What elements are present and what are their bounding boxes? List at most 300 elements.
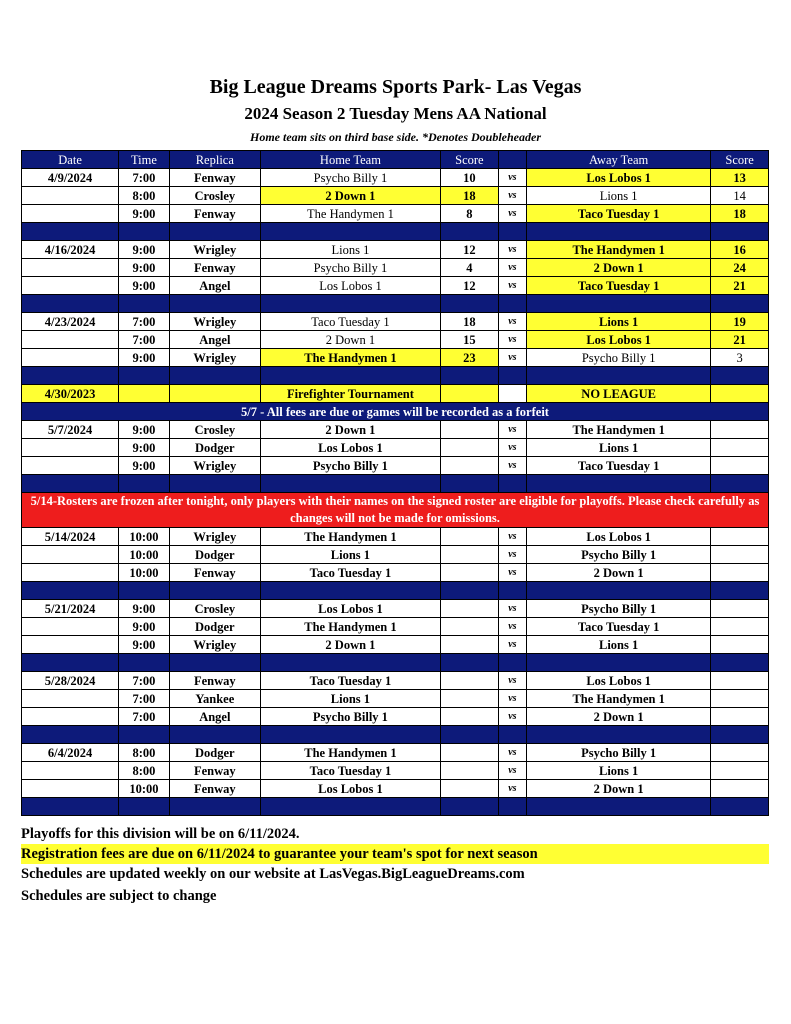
home-team-cell: Los Lobos 1 <box>260 439 440 457</box>
separator-cell <box>527 582 711 600</box>
game-row <box>22 331 769 349</box>
playoffs-note: Playoffs for this division will be on 6/11/2024. <box>21 826 300 842</box>
separator-cell <box>169 475 260 493</box>
vs-cell: vs <box>498 672 526 690</box>
replica-cell: Fenway <box>169 564 260 582</box>
away-score-cell <box>711 744 769 762</box>
home-score-cell <box>441 762 499 780</box>
vs-cell: vs <box>498 528 526 546</box>
away-team-cell: 2 Down 1 <box>527 259 711 277</box>
separator-cell <box>498 654 526 672</box>
away-team-cell: Taco Tuesday 1 <box>527 277 711 295</box>
page-title: Big League Dreams Sports Park- Las Vegas <box>209 76 582 98</box>
home-team-cell: Taco Tuesday 1 <box>260 313 440 331</box>
game-row <box>22 744 769 762</box>
away-score-cell <box>711 528 769 546</box>
game-row <box>22 241 769 259</box>
time-cell: 9:00 <box>119 277 170 295</box>
separator-cell <box>711 475 769 493</box>
game-row <box>22 546 769 564</box>
home-team-cell: 2 Down 1 <box>260 331 440 349</box>
home-score-cell <box>441 564 499 582</box>
separator-cell <box>441 295 499 313</box>
home-team-cell: Taco Tuesday 1 <box>260 672 440 690</box>
game-row <box>22 259 769 277</box>
time-cell: 7:00 <box>119 708 170 726</box>
away-score-cell: 21 <box>711 331 769 349</box>
replica-cell: Dodger <box>169 546 260 564</box>
away-score-cell <box>711 457 769 475</box>
home-score-cell <box>441 528 499 546</box>
away-team-cell: Lions 1 <box>527 439 711 457</box>
home-score-cell <box>441 546 499 564</box>
home-team-cell: Lions 1 <box>260 241 440 259</box>
separator-cell <box>119 223 170 241</box>
home-team-cell: Psycho Billy 1 <box>260 708 440 726</box>
game-row <box>22 564 769 582</box>
separator-cell <box>169 798 260 816</box>
col-time: Time <box>119 151 170 169</box>
replica-cell: Wrigley <box>169 241 260 259</box>
separator-cell <box>498 798 526 816</box>
notice-message: 5/7 - All fees are due or games will be recorded as a forfeit <box>22 403 769 421</box>
home-team-cell: Los Lobos 1 <box>260 277 440 295</box>
time-cell: 10:00 <box>119 528 170 546</box>
away-team-cell: Los Lobos 1 <box>527 169 711 187</box>
home-score-cell <box>441 421 499 439</box>
date-cell: 4/9/2024 <box>22 169 119 187</box>
separator-cell <box>169 367 260 385</box>
separator-cell <box>119 654 170 672</box>
separator-cell <box>169 654 260 672</box>
game-row <box>22 636 769 654</box>
away-score-cell <box>711 762 769 780</box>
away-score-cell <box>711 708 769 726</box>
away-team-cell: 2 Down 1 <box>527 780 711 798</box>
home-team-note: Home team sits on third base side. *Denotes Doubleheader <box>250 130 541 144</box>
separator-cell <box>498 295 526 313</box>
separator-cell <box>22 367 119 385</box>
away-team-cell: Lions 1 <box>527 636 711 654</box>
vs-cell: vs <box>498 780 526 798</box>
separator-cell <box>441 582 499 600</box>
date-cell <box>22 618 119 636</box>
vs-cell: vs <box>498 277 526 295</box>
date-cell <box>22 331 119 349</box>
date-cell <box>22 636 119 654</box>
away-team-cell: Lions 1 <box>527 762 711 780</box>
separator-cell <box>119 367 170 385</box>
separator-cell <box>260 295 440 313</box>
separator-cell <box>22 223 119 241</box>
time-cell: 7:00 <box>119 690 170 708</box>
home-score-cell <box>441 672 499 690</box>
game-row <box>22 708 769 726</box>
home-score-cell: 4 <box>441 259 499 277</box>
replica-cell: Wrigley <box>169 528 260 546</box>
date-cell <box>22 762 119 780</box>
home-team-cell: Los Lobos 1 <box>260 780 440 798</box>
home-team-cell: Psycho Billy 1 <box>260 259 440 277</box>
date-cell: 5/7/2024 <box>22 421 119 439</box>
away-score-cell: 16 <box>711 241 769 259</box>
separator-cell <box>527 798 711 816</box>
game-row <box>22 277 769 295</box>
home-team-cell: 2 Down 1 <box>260 187 440 205</box>
special-event-row <box>22 385 769 403</box>
separator-cell <box>498 726 526 744</box>
away-team-cell: Taco Tuesday 1 <box>527 457 711 475</box>
separator-row <box>22 798 769 816</box>
separator-cell <box>22 654 119 672</box>
separator-cell <box>119 475 170 493</box>
date-cell <box>22 780 119 798</box>
away-team-cell: Psycho Billy 1 <box>527 546 711 564</box>
vs-cell: vs <box>498 439 526 457</box>
separator-row <box>22 726 769 744</box>
separator-cell <box>260 798 440 816</box>
date-cell <box>22 546 119 564</box>
game-row <box>22 421 769 439</box>
away-team-cell: Los Lobos 1 <box>527 331 711 349</box>
time-cell: 10:00 <box>119 780 170 798</box>
separator-cell <box>441 798 499 816</box>
home-team-cell: 2 Down 1 <box>260 636 440 654</box>
replica-cell: Fenway <box>169 672 260 690</box>
col-date: Date <box>22 151 119 169</box>
col-replica: Replica <box>169 151 260 169</box>
home-score-cell <box>441 457 499 475</box>
home-score-cell: 8 <box>441 205 499 223</box>
separator-cell <box>498 223 526 241</box>
away-score-cell: 13 <box>711 169 769 187</box>
time-cell: 9:00 <box>119 241 170 259</box>
separator-cell <box>260 475 440 493</box>
date-cell: 5/21/2024 <box>22 600 119 618</box>
away-team-cell: 2 Down 1 <box>527 564 711 582</box>
date-cell <box>22 457 119 475</box>
separator-cell <box>711 654 769 672</box>
away-score-cell <box>711 618 769 636</box>
replica-cell: Crosley <box>169 421 260 439</box>
away-score-cell <box>711 636 769 654</box>
header-row <box>22 151 769 169</box>
away-team-cell: Psycho Billy 1 <box>527 600 711 618</box>
separator-row <box>22 654 769 672</box>
away-score-cell <box>711 564 769 582</box>
game-row <box>22 600 769 618</box>
replica-cell: Fenway <box>169 259 260 277</box>
away-team-cell: Taco Tuesday 1 <box>527 205 711 223</box>
time-cell: 7:00 <box>119 169 170 187</box>
separator-cell <box>169 726 260 744</box>
date-cell: 6/4/2024 <box>22 744 119 762</box>
time-cell: 7:00 <box>119 331 170 349</box>
away-score-cell <box>711 546 769 564</box>
separator-cell <box>711 798 769 816</box>
time-cell: 9:00 <box>119 636 170 654</box>
col-away-team: Away Team <box>527 151 711 169</box>
time-cell <box>119 385 170 403</box>
separator-cell <box>119 726 170 744</box>
separator-cell <box>22 475 119 493</box>
away-score-cell <box>711 672 769 690</box>
game-row <box>22 780 769 798</box>
vs-cell: vs <box>498 618 526 636</box>
home-team-cell: Lions 1 <box>260 690 440 708</box>
vs-cell: vs <box>498 331 526 349</box>
game-row <box>22 672 769 690</box>
date-cell <box>22 708 119 726</box>
home-score-cell <box>441 690 499 708</box>
home-team-cell: 2 Down 1 <box>260 421 440 439</box>
replica-cell: Wrigley <box>169 636 260 654</box>
separator-cell <box>441 223 499 241</box>
date-cell <box>22 259 119 277</box>
date-cell <box>22 349 119 367</box>
away-score-cell <box>711 780 769 798</box>
replica-cell: Wrigley <box>169 313 260 331</box>
separator-cell <box>119 798 170 816</box>
home-team-cell: Los Lobos 1 <box>260 600 440 618</box>
col-away-score: Score <box>711 151 769 169</box>
vs-cell: vs <box>498 762 526 780</box>
schedule-table <box>21 150 769 816</box>
home-team-cell: The Handymen 1 <box>260 618 440 636</box>
separator-cell <box>169 223 260 241</box>
time-cell: 7:00 <box>119 313 170 331</box>
time-cell: 9:00 <box>119 421 170 439</box>
home-score-cell: 18 <box>441 313 499 331</box>
away-score-cell <box>711 439 769 457</box>
home-score-cell <box>441 780 499 798</box>
away-team-cell: Psycho Billy 1 <box>527 744 711 762</box>
home-score-cell: 23 <box>441 349 499 367</box>
away-team-cell: The Handymen 1 <box>527 690 711 708</box>
separator-cell <box>527 367 711 385</box>
vs-cell: vs <box>498 546 526 564</box>
replica-cell: Angel <box>169 277 260 295</box>
home-team-cell: The Handymen 1 <box>260 349 440 367</box>
separator-cell <box>711 726 769 744</box>
home-score-cell <box>441 385 499 403</box>
game-row <box>22 528 769 546</box>
away-score-cell: 24 <box>711 259 769 277</box>
change-note: Schedules are subject to change <box>21 888 217 904</box>
replica-cell: Dodger <box>169 618 260 636</box>
time-cell: 8:00 <box>119 187 170 205</box>
game-row <box>22 169 769 187</box>
col-vs <box>498 151 526 169</box>
home-score-cell: 12 <box>441 241 499 259</box>
home-team-cell: Taco Tuesday 1 <box>260 762 440 780</box>
event-name: Firefighter Tournament <box>260 385 440 403</box>
away-team-cell: The Handymen 1 <box>527 421 711 439</box>
separator-cell <box>498 367 526 385</box>
game-row <box>22 457 769 475</box>
website-note: Schedules are updated weekly on our website at LasVegas.BigLeagueDreams.com <box>21 866 525 882</box>
away-team-cell: Lions 1 <box>527 187 711 205</box>
vs-cell: vs <box>498 259 526 277</box>
replica-cell: Fenway <box>169 762 260 780</box>
home-score-cell <box>441 636 499 654</box>
replica-cell: Fenway <box>169 169 260 187</box>
separator-cell <box>527 475 711 493</box>
game-row <box>22 439 769 457</box>
separator-cell <box>22 295 119 313</box>
vs-cell: vs <box>498 349 526 367</box>
separator-row <box>22 295 769 313</box>
replica-cell: Wrigley <box>169 457 260 475</box>
home-score-cell: 12 <box>441 277 499 295</box>
away-team-cell: The Handymen 1 <box>527 241 711 259</box>
separator-cell <box>441 367 499 385</box>
home-score-cell: 10 <box>441 169 499 187</box>
separator-cell <box>441 726 499 744</box>
replica-cell: Crosley <box>169 187 260 205</box>
time-cell: 9:00 <box>119 618 170 636</box>
home-team-cell: Psycho Billy 1 <box>260 457 440 475</box>
separator-row <box>22 475 769 493</box>
vs-cell: vs <box>498 744 526 762</box>
home-team-cell: Lions 1 <box>260 546 440 564</box>
separator-cell <box>498 475 526 493</box>
separator-cell <box>260 582 440 600</box>
date-cell <box>22 277 119 295</box>
vs-cell: vs <box>498 421 526 439</box>
vs-cell: vs <box>498 169 526 187</box>
col-home-score: Score <box>441 151 499 169</box>
separator-row <box>22 367 769 385</box>
separator-cell <box>711 582 769 600</box>
vs-cell: vs <box>498 600 526 618</box>
separator-cell <box>711 223 769 241</box>
vs-cell <box>498 385 526 403</box>
game-row <box>22 187 769 205</box>
separator-row <box>22 223 769 241</box>
separator-cell <box>527 726 711 744</box>
game-row <box>22 349 769 367</box>
vs-cell: vs <box>498 564 526 582</box>
date-cell <box>22 439 119 457</box>
away-score-cell <box>711 690 769 708</box>
separator-cell <box>527 223 711 241</box>
separator-cell <box>22 582 119 600</box>
season-subtitle: 2024 Season 2 Tuesday Mens AA National <box>244 104 547 123</box>
separator-cell <box>119 295 170 313</box>
game-row <box>22 690 769 708</box>
separator-cell <box>260 367 440 385</box>
home-score-cell <box>441 618 499 636</box>
away-score-cell: 14 <box>711 187 769 205</box>
date-cell <box>22 564 119 582</box>
separator-cell <box>498 582 526 600</box>
date-cell: 5/28/2024 <box>22 672 119 690</box>
separator-cell <box>119 582 170 600</box>
time-cell: 9:00 <box>119 349 170 367</box>
time-cell: 9:00 <box>119 457 170 475</box>
home-team-cell: The Handymen 1 <box>260 744 440 762</box>
home-score-cell <box>441 708 499 726</box>
separator-cell <box>22 726 119 744</box>
away-team-cell: Psycho Billy 1 <box>527 349 711 367</box>
time-cell: 9:00 <box>119 205 170 223</box>
time-cell: 7:00 <box>119 672 170 690</box>
replica-cell: Dodger <box>169 439 260 457</box>
away-team-cell: Lions 1 <box>527 313 711 331</box>
away-score-cell <box>711 421 769 439</box>
time-cell: 9:00 <box>119 439 170 457</box>
separator-cell <box>169 295 260 313</box>
away-score-cell <box>711 385 769 403</box>
date-cell: 4/23/2024 <box>22 313 119 331</box>
vs-cell: vs <box>498 241 526 259</box>
separator-cell <box>441 654 499 672</box>
alert-row <box>22 493 769 528</box>
game-row <box>22 762 769 780</box>
replica-cell: Fenway <box>169 205 260 223</box>
home-team-cell: The Handymen 1 <box>260 528 440 546</box>
home-score-cell: 15 <box>441 331 499 349</box>
vs-cell: vs <box>498 313 526 331</box>
vs-cell: vs <box>498 457 526 475</box>
away-team-cell: Taco Tuesday 1 <box>527 618 711 636</box>
date-cell: 5/14/2024 <box>22 528 119 546</box>
replica-cell: Fenway <box>169 780 260 798</box>
date-cell <box>22 187 119 205</box>
time-cell: 10:00 <box>119 564 170 582</box>
date-cell <box>22 690 119 708</box>
time-cell: 8:00 <box>119 744 170 762</box>
away-team-cell: Los Lobos 1 <box>527 528 711 546</box>
separator-cell <box>260 654 440 672</box>
event-status: NO LEAGUE <box>527 385 711 403</box>
separator-cell <box>22 798 119 816</box>
time-cell: 9:00 <box>119 259 170 277</box>
game-row <box>22 205 769 223</box>
registration-note: Registration fees are due on 6/11/2024 to guarantee your team's spot for next season <box>21 844 769 864</box>
separator-cell <box>711 295 769 313</box>
time-cell: 9:00 <box>119 600 170 618</box>
home-team-cell: The Handymen 1 <box>260 205 440 223</box>
time-cell: 8:00 <box>119 762 170 780</box>
replica-cell: Crosley <box>169 600 260 618</box>
away-score-cell: 19 <box>711 313 769 331</box>
away-score-cell: 21 <box>711 277 769 295</box>
replica-cell <box>169 385 260 403</box>
alert-message: 5/14-Rosters are frozen after tonight, only players with their names on the signed roster are eligible for playoffs. Please check carefully as changes will not be made for omissions. <box>22 493 769 528</box>
vs-cell: vs <box>498 690 526 708</box>
replica-cell: Angel <box>169 708 260 726</box>
home-team-cell: Taco Tuesday 1 <box>260 564 440 582</box>
home-score-cell <box>441 744 499 762</box>
vs-cell: vs <box>498 187 526 205</box>
separator-cell <box>527 654 711 672</box>
replica-cell: Dodger <box>169 744 260 762</box>
home-score-cell <box>441 600 499 618</box>
home-score-cell: 18 <box>441 187 499 205</box>
vs-cell: vs <box>498 708 526 726</box>
date-cell: 4/16/2024 <box>22 241 119 259</box>
home-score-cell <box>441 439 499 457</box>
date-cell: 4/30/2023 <box>22 385 119 403</box>
separator-cell <box>260 726 440 744</box>
away-score-cell: 18 <box>711 205 769 223</box>
game-row <box>22 313 769 331</box>
away-score-cell: 3 <box>711 349 769 367</box>
notice-row <box>22 403 769 421</box>
home-team-cell: Psycho Billy 1 <box>260 169 440 187</box>
